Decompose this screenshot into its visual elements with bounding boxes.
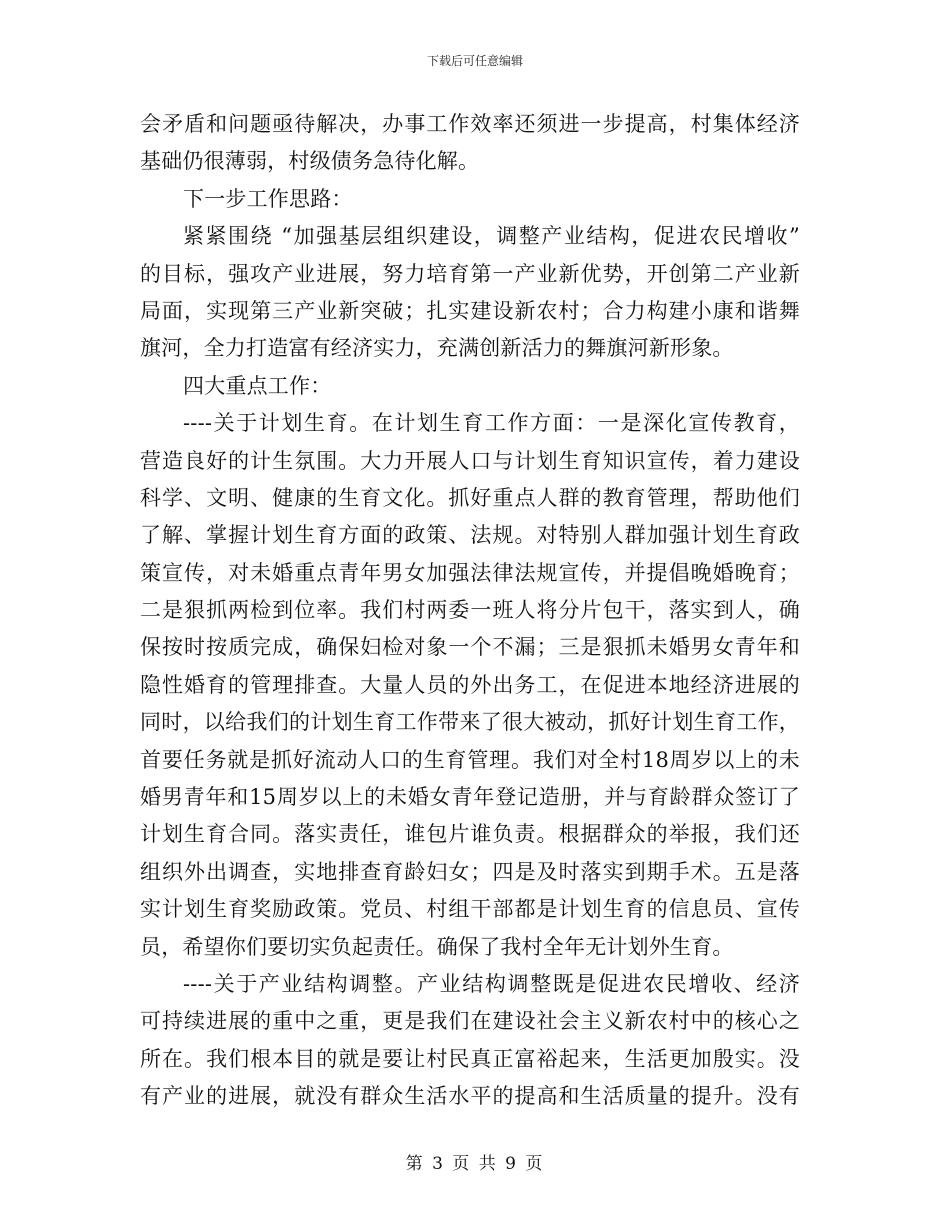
text-line: 会矛盾和问题亟待解决，办事工作效率还须进一步提高，村集体经济 [140, 112, 800, 136]
text-line: 首要任务就是抓好流动人口的生育管理。我们对全村18周岁以上的未 [140, 747, 800, 772]
section-heading: 下一步工作思路： [183, 186, 353, 211]
text-line: 的目标，强攻产业进展，努力培育第一产业新优势，开创第二产业新 [140, 261, 800, 286]
text-line: 所在。我们根本目的就是要让村民真正富裕起来，生活更加殷实。没 [140, 1046, 800, 1071]
text-line: 同时，以给我们的计划生育工作带来了很大被动，抓好计划生育工作， [140, 710, 800, 735]
text-line: 隐性婚育的管理排查。大量人员的外出务工，在促进本地经济进展的 [140, 672, 800, 697]
text-line: 计划生育合同。落实责任，谁包片谁负责。根据群众的举报，我们还 [140, 822, 800, 847]
text-line: ----关于产业结构调整。产业结构调整既是促进农民增收、经济 [183, 971, 800, 996]
text-line: 二是狠抓两检到位率。我们村两委一班人将分片包干，落实到人，确 [140, 598, 800, 623]
text-line: 了解、掌握计划生育方面的政策、法规。对特别人群加强计划生育政 [140, 523, 800, 548]
text-line: 有产业的进展，就没有群众生活水平的提高和生活质量的提升。没有 [140, 1084, 800, 1109]
text-line: 员，希望你们要切实负起责任。确保了我村全年无计划外生育。 [140, 934, 734, 959]
text-line: 保按时按质完成，确保妇检对象一个不漏；三是狠抓未婚男女青年和 [140, 635, 800, 660]
text-line: 旗河，全力打造富有经济实力，充满创新活力的舞旗河新形象。 [140, 336, 734, 361]
text-line: 基础仍很薄弱，村级债务急待化解。 [140, 149, 480, 174]
text-line: 婚男青年和15周岁以上的未婚女青年登记造册，并与育龄群众签订了 [140, 785, 800, 810]
text-line: 营造良好的计生氛围。大力开展人口与计划生育知识宣传，着力建设 [140, 448, 800, 473]
page-header: 下载后可任意编辑 [426, 54, 523, 68]
text-line: 策宣传，对未婚重点青年男女加强法律法规宣传，并提倡晚婚晚育； [140, 560, 800, 585]
text-line: 组织外出调查，实地排查育龄妇女；四是及时落实到期手术。五是落 [140, 859, 800, 884]
text-line: ----关于计划生育。在计划生育工作方面：一是深化宣传教育， [183, 411, 800, 436]
document-body [140, 106, 800, 1116]
section-heading: 四大重点工作： [183, 373, 332, 398]
text-line: 紧紧围绕 “加强基层组织建设，调整产业结构，促进农民增收” [183, 224, 800, 249]
text-line: 局面，实现第三产业新突破；扎实建设新农村；合力构建小康和谐舞 [140, 298, 800, 323]
text-line: 科学、文明、健康的生育文化。抓好重点人群的教育管理，帮助他们 [140, 485, 800, 510]
page-footer: 第 3 页 共 9 页 [405, 1154, 545, 1174]
text-line: 实计划生育奖励政策。党员、村组干部都是计划生育的信息员、宣传 [140, 897, 800, 922]
text-line: 可持续进展的重中之重，更是我们在建设社会主义新农村中的核心之 [140, 1009, 800, 1034]
